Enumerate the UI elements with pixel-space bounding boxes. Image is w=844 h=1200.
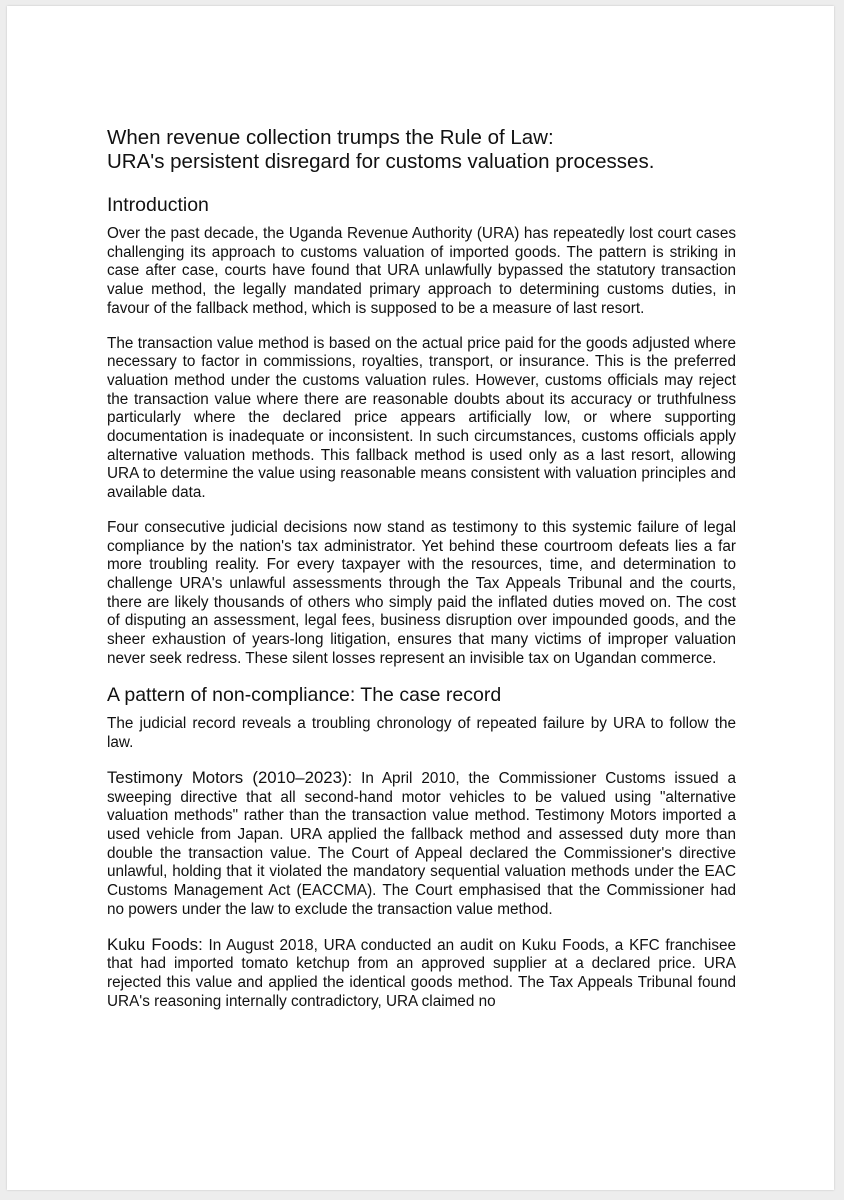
pattern-intro-paragraph: The judicial record reveals a troubling chronology of repeated failure by URA to follow the law. [107,715,736,752]
document-body [107,126,736,1027]
case-lead-kuku-foods: Kuku Foods: [107,934,203,954]
section-heading-pattern: A pattern of non-compliance: The case record [107,684,502,707]
case-paragraph-testimony-motors [107,769,736,920]
case-lead-testimony-motors: Testimony Motors (2010–2023): [107,767,353,787]
intro-paragraph-3: Four consecutive judicial decisions now stand as testimony to this systemic failure of legal compliance by the nation's tax administrator. Yet behind these courtroom defeats lies a far more troubling reality. For every taxpayer with the resources, time, and determination to challenge URA's unlawful assessments through the Tax Appeals Tribunal and the courts, there are likely thousands of others who simply paid the inflated duties moved on. The cost of disputing an assessment, legal fees, business disruption over impounded goods, and the sheer exhaustion of years-long litigation, ensures that many victims of improper valuation never seek redress. These silent losses represent an invisible tax on Ugandan commerce. [107,518,736,667]
case-text-kuku-foods: In August 2018, URA conducted an audit on Kuku Foods, a KFC franchisee that had imported tomato ketchup from an approved supplier at a declared price. URA rejected this value and applied the identical goods method. The Tax Appeals Tribunal found URA's reasoning internally contradictory, URA claimed no [107,936,736,1010]
intro-paragraph-2: The transaction value method is based on the actual price paid for the goods adjusted where necessary to factor in commissions, royalties, transport, or insurance. This is the preferred valuation method under the customs valuation rules. However, customs officials may reject the transaction value where there are reasonable doubts about its accuracy or truthfulness particularly where the declared price appears artificially low, or where supporting documentation is inadequate or inconsistent. In such circumstances, customs officials apply alternative valuation methods. This fallback method is used only as a last resort, allowing URA to determine the value using reasonable means consistent with valuation principles and available data. [107,334,736,502]
document-page [7,6,834,1190]
document-title [107,126,736,174]
case-text-testimony-motors: In April 2010, the Commissioner Customs issued a sweeping directive that all second-hand motor vehicles to be valued using "alternative valuation methods" rather than the transaction value method. Testimony Motors imported a used vehicle from Japan. URA applied the fallback method and assessed duty more than double the transaction value. The Court of Appeal declared the Commissioner's directive unlawful, holding that it violated the mandatory sequential valuation methods under the EAC Customs Management Act (EACCMA). The Court emphasised that the Commissioner had no powers under the law to exclude the transaction value method. [107,769,736,918]
title-line-2: URA's persistent disregard for customs valuation processes. [107,150,655,173]
case-paragraph-kuku-foods [107,936,736,1012]
title-line-1: When revenue collection trumps the Rule of Law: [107,126,554,149]
intro-paragraph-1: Over the past decade, the Uganda Revenue Authority (URA) has repeatedly lost court cases challenging its approach to customs valuation of imported goods. The pattern is striking in case after case, courts have found that URA unlawfully bypassed the statutory transaction value method, the legally mandated primary approach to determining customs duties, in favour of the fallback method, which is supposed to be a measure of last resort. [107,225,736,317]
section-heading-introduction: Introduction [107,194,209,216]
